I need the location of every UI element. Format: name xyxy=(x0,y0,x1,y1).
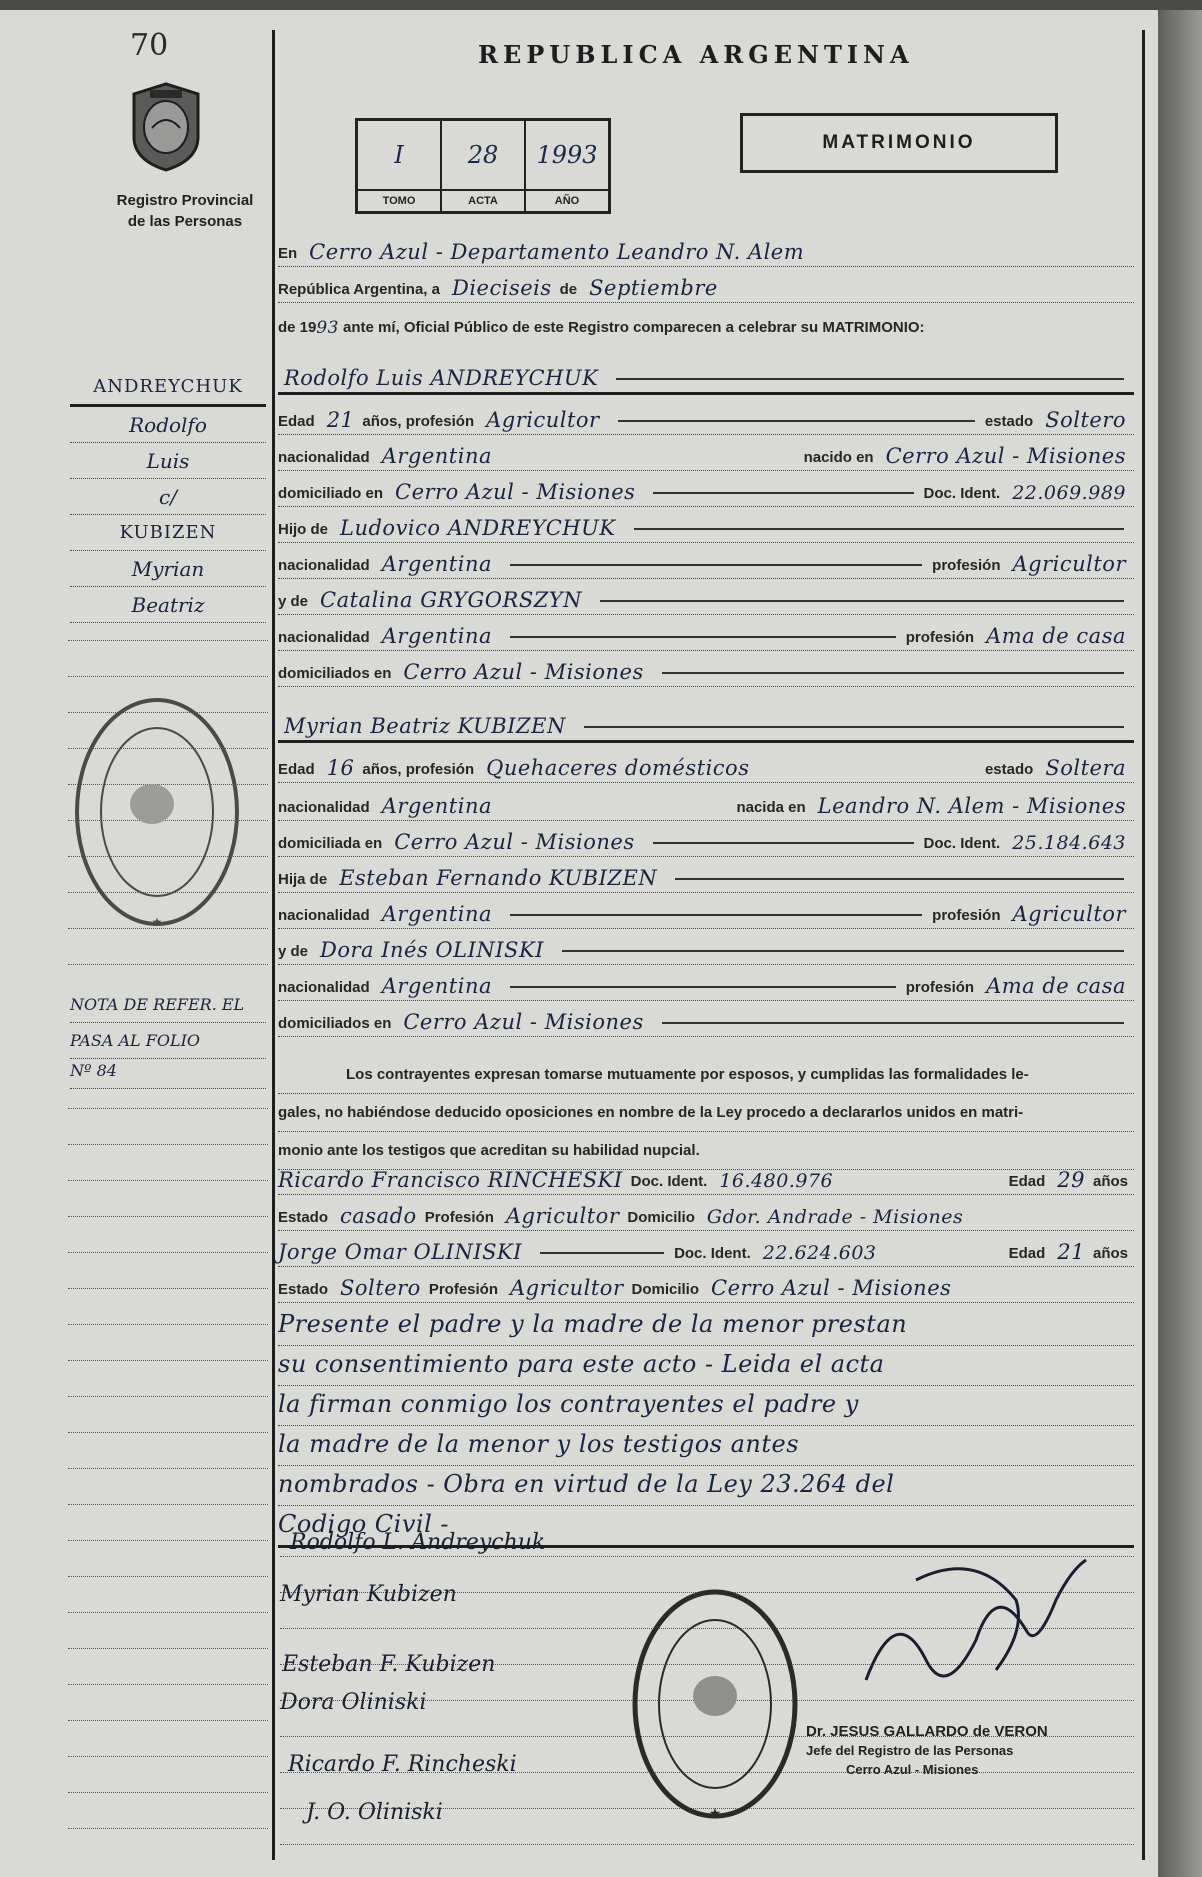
svg-text:★: ★ xyxy=(708,1805,722,1821)
witness1-row: Ricardo Francisco RINCHESKI Doc. Ident. 16.480.976 Edad 29 años xyxy=(278,1160,1134,1195)
groom-name-row xyxy=(278,358,1134,395)
ano-label: AÑO xyxy=(526,189,608,211)
signature-witness1: Ricardo F. Rincheski xyxy=(288,1752,517,1777)
bride-name-row xyxy=(278,706,1134,743)
page-edge xyxy=(1158,0,1202,1877)
place-value: Cerro Azul - Departamento Leandro N. Alem xyxy=(309,240,805,264)
groom-age-row: Edad 21 años, profesión Agricultor estado Soltero xyxy=(278,400,1134,435)
bride-mother-row: y de Dora Inés OLINISKI xyxy=(278,930,1134,965)
witness2-details-row: Estado Soltero Profesión Agricultor Domicilio Cerro Azul - Misiones xyxy=(278,1268,1134,1303)
bride-father-row: Hija de Esteban Fernando KUBIZEN xyxy=(278,858,1134,893)
top-strip xyxy=(0,0,1202,10)
margin-ruled-line xyxy=(68,1684,268,1685)
acta-value: 28 xyxy=(467,141,499,169)
declaration-paragraph: Los contrayentes expresan tomarse mutuamente por esposos, y cumplidas las formalidades le- gales, no habiéndose deducido oposiciones en nombre de la Ley procedo a declararlos unidos en matri- monio ante los testigos que acreditan su habilidad nupcial. xyxy=(278,1056,1134,1170)
margin-ruled-line xyxy=(68,1648,268,1649)
right-border xyxy=(1142,30,1145,1860)
ano-value: 1993 xyxy=(536,141,598,169)
margin-ruled-line xyxy=(68,1720,268,1721)
registry-emblem-icon xyxy=(128,82,204,172)
tomo-label: TOMO xyxy=(358,189,440,211)
bride-mother-nat-row: nacionalidad Argentina profesión Ama de casa xyxy=(278,966,1134,1001)
record-number-box xyxy=(355,118,611,214)
tomo-value: I xyxy=(394,141,404,169)
margin-note-1: NOTA DE REFER. EL xyxy=(70,990,266,1023)
groom-father-nat-row: nacionalidad Argentina profesión Agricultor xyxy=(278,544,1134,579)
date-row: República Argentina, a Dieciseis de Septiembre xyxy=(278,268,1134,303)
margin-ruled-line xyxy=(68,1540,268,1541)
svg-text:★: ★ xyxy=(151,915,163,929)
groom-mother-row: y de Catalina GRYGORSZYN xyxy=(278,580,1134,615)
record-type-box: MATRIMONIO xyxy=(740,113,1058,173)
margin-given-bride-2: Beatriz xyxy=(70,590,266,623)
groom-father-row: Hijo de Ludovico ANDREYCHUK xyxy=(278,508,1134,543)
margin-given-groom-1: Rodolfo xyxy=(70,410,266,443)
page-number: 70 xyxy=(130,28,169,63)
day-value: Dieciseis xyxy=(451,276,552,300)
bride-parents-domicile-row: domiciliados en Cerro Azul - Misiones xyxy=(278,1002,1134,1037)
groom-mother-nat-row: nacionalidad Argentina profesión Ama de casa xyxy=(278,616,1134,651)
groom-name: Rodolfo Luis ANDREYCHUK xyxy=(284,366,599,390)
margin-ruled-line xyxy=(68,1252,268,1253)
margin-note-2: PASA AL FOLIO xyxy=(70,1026,266,1059)
margin-ruled-line xyxy=(68,676,268,677)
officer-stamp: Dr. JESUS GALLARDO de VERON Jefe del Registro de las Personas Cerro Azul - Misiones xyxy=(806,1723,1048,1777)
signature-bride-father: Esteban F. Kubizen xyxy=(282,1652,496,1677)
margin-divider xyxy=(272,30,275,1860)
groom-domicile-row: domiciliado en Cerro Azul - Misiones Doc. Ident. 22.069.989 xyxy=(278,472,1134,507)
place-row: En Cerro Azul - Departamento Leandro N. Alem xyxy=(278,232,1134,267)
country-title: REPUBLICA ARGENTINA xyxy=(478,40,914,69)
margin-ruled-line xyxy=(68,1144,268,1145)
handwritten-note: Presente el padre y la madre de la menor prestan su consentimiento para este acto - Leida el acta la firman conmigo los contrayentes el padre y la madre de la menor y los testigos antes nombrados - Obra en virtud de la Ley 23.264 del Codigo Civil - xyxy=(278,1306,1134,1548)
margin-ruled-line xyxy=(68,1180,268,1181)
official-seal-icon xyxy=(630,1586,800,1822)
bride-age-row: Edad 16 años, profesión Quehaceres domésticos estado Soltera xyxy=(278,748,1134,783)
signature-ruled-line xyxy=(280,1844,1134,1845)
year-row: de 19 93 ante mí, Oficial Público de este Registro comparecen a celebrar su MATRIMONIO: xyxy=(278,318,925,338)
margin-ruled-line xyxy=(68,1792,268,1793)
officer-signature-icon xyxy=(856,1540,1106,1720)
margin-ruled-line xyxy=(68,1108,268,1109)
margin-ruled-line xyxy=(68,1576,268,1577)
margin-given-bride-1: Myrian xyxy=(70,554,266,587)
margin-note-3: Nº 84 xyxy=(70,1056,266,1089)
margin-ruled-line xyxy=(68,1756,268,1757)
acta-label: ACTA xyxy=(442,189,524,211)
provincial-seal-icon xyxy=(72,694,242,930)
witness2-row: Jorge Omar OLINISKI Doc. Ident. 22.624.603 Edad 21 años xyxy=(278,1232,1134,1267)
margin-ruled-line xyxy=(68,964,268,965)
month-value: Septiembre xyxy=(589,276,718,300)
bride-nationality-row: nacionalidad Argentina nacida en Leandro N. Alem - Misiones xyxy=(278,786,1134,821)
margin-ruled-line xyxy=(68,1396,268,1397)
bride-father-nat-row: nacionalidad Argentina profesión Agricultor xyxy=(278,894,1134,929)
margin-ruled-line xyxy=(68,1216,268,1217)
margin-conjunction: c/ xyxy=(70,482,266,515)
margin-given-groom-2: Luis xyxy=(70,446,266,479)
margin-ruled-line xyxy=(68,1612,268,1613)
registry-name: Registro Provincial de las Personas xyxy=(116,192,254,230)
witness1-details-row: Estado casado Profesión Agricultor Domicilio Gdor. Andrade - Misiones xyxy=(278,1196,1134,1231)
signature-witness2: J. O. Oliniski xyxy=(306,1800,443,1825)
signature-bride-mother: Dora Oliniski xyxy=(280,1690,427,1715)
margin-surname-bride: KUBIZEN xyxy=(70,518,266,551)
margin-ruled-line xyxy=(68,640,268,641)
margin-ruled-line xyxy=(68,1432,268,1433)
bride-name: Myrian Beatriz KUBIZEN xyxy=(284,714,566,738)
bride-domicile-row: domiciliada en Cerro Azul - Misiones Doc. Ident. 25.184.643 xyxy=(278,822,1134,857)
year-value: 93 xyxy=(316,318,339,338)
margin-ruled-line xyxy=(68,1828,268,1829)
signature-bride: Myrian Kubizen xyxy=(280,1582,457,1607)
margin-ruled-line xyxy=(68,1288,268,1289)
groom-parents-domicile-row: domiciliados en Cerro Azul - Misiones xyxy=(278,652,1134,687)
margin-surname-groom: ANDREYCHUK xyxy=(70,372,266,407)
margin-ruled-line xyxy=(68,1468,268,1469)
margin-ruled-line xyxy=(68,1504,268,1505)
groom-nationality-row: nacionalidad Argentina nacido en Cerro Azul - Misiones xyxy=(278,436,1134,471)
margin-ruled-line xyxy=(68,1360,268,1361)
signature-groom: Rodolfo L. Andreychuk xyxy=(290,1530,546,1555)
margin-ruled-line xyxy=(68,1324,268,1325)
